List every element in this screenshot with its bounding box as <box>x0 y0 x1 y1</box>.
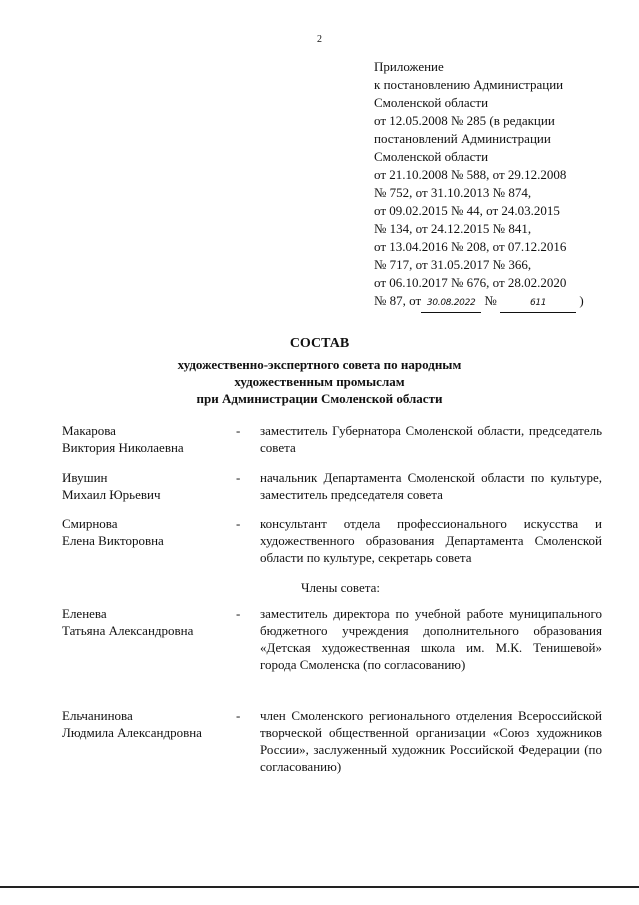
separator-dash: - <box>236 470 241 485</box>
separator-dash: - <box>236 708 241 723</box>
appendix-line: Смоленской области <box>374 149 489 164</box>
separator-dash: - <box>236 423 241 438</box>
person-surname: Макарова <box>62 423 116 438</box>
person-name <box>62 469 232 503</box>
handwritten-number: 611 <box>500 294 576 313</box>
appendix-line: от 13.04.2016 № 208, от 07.12.2016 <box>374 239 567 254</box>
page-bottom-edge <box>0 886 639 888</box>
person-surname: Ельчанинова <box>62 708 133 723</box>
person-given-name: Елена Викторовна <box>62 533 164 548</box>
appendix-line: № 752, от 31.10.2013 № 874, <box>374 185 532 200</box>
appendix-last-line <box>374 292 610 313</box>
person-given-name: Михаил Юрьевич <box>62 487 161 502</box>
person-surname: Смирнова <box>62 516 118 531</box>
person-position: начальник Департамента Смоленской области по культуре, заместитель председателя совета <box>260 470 602 502</box>
appendix-line: постановлений Администрации <box>374 131 551 146</box>
appendix-line: к постановлению Администрации <box>374 77 564 92</box>
separator-dash: - <box>236 516 241 531</box>
title-main: СОСТАВ <box>289 336 350 351</box>
appendix-line: Приложение <box>374 59 444 74</box>
appendix-last-prefix: № 87, от <box>374 293 422 308</box>
appendix-block <box>374 58 610 313</box>
title-line: художественно-экспертного совета по народным <box>177 357 462 372</box>
person-position: член Смоленского регионального отделения Всероссийской творческой общественной организации «Союз художников России», заслуженный художник Российской Федерации (по согласованию) <box>260 708 602 774</box>
appendix-line: от 12.05.2008 № 285 (в редакции <box>374 113 555 128</box>
person-name <box>62 515 232 549</box>
appendix-line: от 09.02.2015 № 44, от 24.03.2015 <box>374 203 560 218</box>
appendix-line: Смоленской области <box>374 95 489 110</box>
person-surname: Еленева <box>62 606 107 621</box>
appendix-line: от 06.10.2017 № 676, от 28.02.2020 <box>374 275 567 290</box>
person-given-name: Татьяна Александровна <box>62 623 194 638</box>
person-given-name: Виктория Николаевна <box>62 440 184 455</box>
appendix-line: № 717, от 31.05.2017 № 366, <box>374 257 532 272</box>
appendix-line: № 134, от 24.12.2015 № 841, <box>374 221 532 236</box>
person-position: консультант отдела профессионального искусства и художественного образования Департамента Смоленской области по культуре, секретарь совета <box>260 516 602 565</box>
person-given-name: Людмила Александровна <box>62 725 202 740</box>
page-number: 2 <box>317 34 322 45</box>
closing-paren: ) <box>579 293 584 308</box>
number-label: № <box>484 293 497 308</box>
title-line: художественным промыслам <box>234 374 405 389</box>
person-position: заместитель директора по учебной работе муниципального бюджетного учреждения дополнительного образования «Детская художественная школа им. М.К. Тенишевой» города Смоленска (по согласованию) <box>260 606 602 672</box>
person-position: заместитель Губернатора Смоленской области, председатель совета <box>260 423 602 455</box>
document-title <box>0 335 639 407</box>
person-name <box>62 422 232 456</box>
person-name <box>62 707 232 741</box>
members-header: Члены совета: <box>301 580 380 595</box>
title-line: при Администрации Смоленской области <box>196 391 443 406</box>
separator-dash: - <box>236 606 241 621</box>
person-surname: Ивушин <box>62 470 108 485</box>
person-name <box>62 605 232 639</box>
handwritten-date: 30.08.2022 <box>421 294 481 313</box>
appendix-line: от 21.10.2008 № 588, от 29.12.2008 <box>374 167 567 182</box>
